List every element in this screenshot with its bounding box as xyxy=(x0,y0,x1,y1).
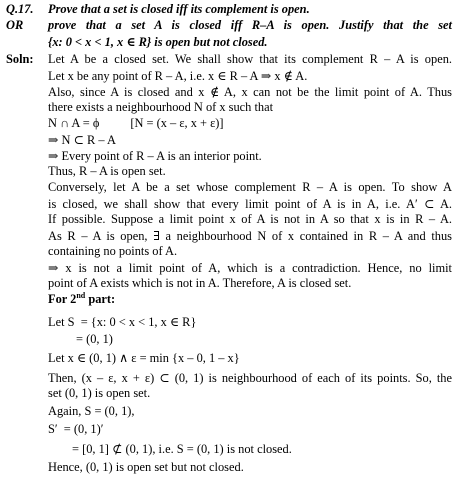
solution-text: Also, since A is closed and x ∉ A, x can not be the limit point of A. Thus xyxy=(48,85,452,99)
solution-text: point of A exists which is not in A. Therefore, A is closed set. xyxy=(48,276,352,290)
solution-text: Thus, R – A is open set. xyxy=(48,164,166,178)
solution-text: ⇒ Every point of R – A is an interior point. xyxy=(48,149,262,163)
solution-text: As R – A is open, ∃ a neighbourhood N of x contained in R – A and thus xyxy=(48,229,452,243)
part2-text: Hence, (0, 1) is open set but not closed. xyxy=(48,460,244,474)
part2-heading-post: part: xyxy=(85,292,116,306)
part2-text: = [0, 1] ⊄ (0, 1), i.e. S = (0, 1) is not closed. xyxy=(72,442,292,456)
solution-text: Conversely, let A be a set whose complement R – A is open. To show A xyxy=(48,180,452,194)
solution-label: Soln: xyxy=(6,52,34,66)
part2-text: set (0, 1) is open set. xyxy=(48,386,151,400)
part2-text: Then, (x – ε, x + ε) ⊂ (0, 1) is neighbourhood of each of its points. So, the xyxy=(48,371,452,385)
question-text-2: prove that a set A is closed iff R–A is open. Justify that the set xyxy=(48,18,452,32)
solution-text: ⇒ x is not a limit point of A, which is a contradiction. Hence, no limit xyxy=(48,261,452,275)
question-text-3: {x: 0 < x < 1, x ∈ R} is open but not closed. xyxy=(48,35,268,49)
solution-text: there exists a neighbourhood N of x such that xyxy=(48,100,274,114)
solution-text: N ∩ A = ϕ [N = (x – ε, x + ε)] xyxy=(48,116,224,130)
question-text-1: Prove that a set is closed iff its complement is open. xyxy=(48,2,310,16)
or-label: OR xyxy=(6,18,24,32)
part2-text: Again, S = (0, 1), xyxy=(48,404,135,418)
solution-text: ⇒ N ⊂ R – A xyxy=(48,133,116,147)
solution-text: containing no points of A. xyxy=(48,244,178,258)
part2-heading-sup: nd xyxy=(76,290,86,300)
solution-text: Let x be any point of R – A, i.e. x ∈ R – A ⇒ x ∉ A. xyxy=(48,69,308,83)
solution-text: Let A be a closed set. We shall show that its complement R – A is open. xyxy=(48,52,452,66)
part2-text: Let S = {x: 0 < x < 1, x ∈ R} xyxy=(48,315,197,329)
solution-text: If possible. Suppose a limit point x of A is not in A so that x is in R – A. xyxy=(48,212,452,226)
question-number: Q.17. xyxy=(6,2,34,16)
part2-text: S′ = (0, 1)′ xyxy=(48,422,104,436)
solution-text: is closed, we shall show that every limit point of A is in A, i.e. A′ ⊂ A. xyxy=(48,197,452,211)
part2-heading-pre: For 2 xyxy=(48,292,77,306)
part2-text: = (0, 1) xyxy=(76,332,113,346)
part2-text: Let x ∈ (0, 1) ∧ ε = min {x – 0, 1 – x} xyxy=(48,351,240,365)
